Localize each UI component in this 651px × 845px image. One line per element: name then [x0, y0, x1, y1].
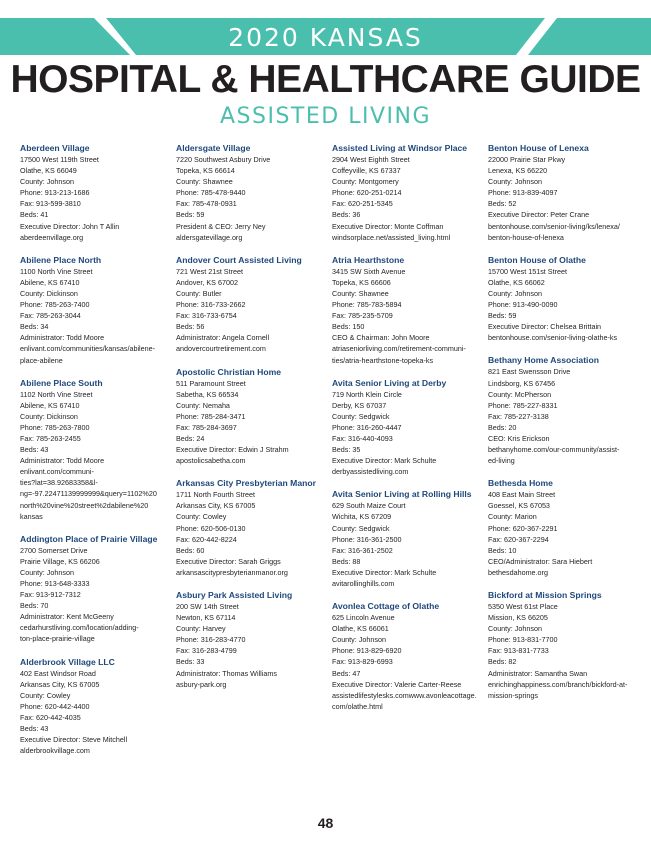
facility-detail: Fax: 913-831-7733	[488, 646, 549, 656]
facility-name: Atria Hearthstone	[332, 254, 405, 265]
facility-detail: Fax: 620-442-4035	[20, 712, 81, 722]
facility-detail: Olathe, KS 66062	[488, 277, 545, 287]
facility-entry	[176, 477, 326, 578]
facility-detail: Phone: 316-283-4770	[176, 635, 246, 645]
facility-detail: CEO & Chairman: John Moore	[332, 333, 430, 343]
facility-name: Addington Place of Prairie Village	[20, 533, 158, 544]
facility-detail: County: Johnson	[20, 567, 74, 577]
facility-detail: County: Sedgwick	[332, 411, 390, 421]
facility-detail: Derby, KS 67037	[332, 400, 387, 410]
facility-name: Bethany Home Association	[488, 355, 599, 366]
facility-name: Asbury Park Assisted Living	[176, 590, 293, 600]
facility-detail: 821 East Swensson Drive	[488, 367, 571, 377]
facility-detail: Administrator: Todd Moore	[20, 456, 105, 466]
facility-detail: 200 SW 14th Street	[176, 602, 239, 611]
facility-detail: Administrator: Thomas Williams	[176, 668, 277, 678]
facility-entry	[20, 142, 170, 243]
facility-name: Andover Court Assisted Living	[176, 254, 302, 265]
facility-name: Bethesda Home	[488, 478, 553, 489]
facility-detail: Beds: 56	[176, 322, 205, 332]
listing-column-4	[488, 142, 638, 712]
facility-detail: arkansascitypresbyterianmanor.org	[176, 567, 288, 577]
facility-detail: Fax: 785-263-2455	[20, 433, 81, 443]
facility-detail: 3415 SW Sixth Avenue	[332, 266, 406, 276]
facility-detail: Beds: 59	[488, 311, 517, 321]
facility-entry	[488, 142, 638, 243]
facility-entry	[332, 377, 482, 478]
facility-detail: Beds: 36	[332, 210, 361, 220]
facility-detail: Phone: 620-442-4400	[20, 701, 90, 711]
facility-detail: Andover, KS 67002	[176, 277, 238, 287]
facility-detail: Fax: 785-284-3697	[176, 422, 237, 432]
facility-detail: ton-place-prairie-village	[20, 634, 95, 644]
year-title: 2020 KANSAS	[228, 23, 423, 52]
facility-detail: Phone: 316-733-2662	[176, 300, 246, 310]
facility-detail: enlivant.com/communi-	[20, 467, 94, 477]
facility-detail: County: Dickinson	[20, 411, 78, 421]
facility-detail: Phone: 785-284-3471	[176, 411, 246, 421]
facility-entry	[20, 254, 170, 366]
facility-detail: Arkansas City, KS 67005	[176, 501, 256, 511]
facility-detail: Beds: 43	[20, 445, 49, 455]
facility-detail: Phone: 785-263-7400	[20, 300, 90, 310]
facility-detail: Administrator: Samantha Swan	[488, 668, 588, 678]
facility-detail: Beds: 34	[20, 322, 49, 332]
facility-detail: Topeka, KS 66614	[176, 166, 235, 176]
facility-detail: Executive Director: Monte Coffman	[332, 221, 444, 231]
facility-detail: aberdeenvillage.org	[20, 232, 84, 242]
facility-detail: benton-house-of-lenexa	[488, 232, 564, 242]
facility-detail: Phone: 785-783-5894	[332, 300, 402, 310]
facility-detail: Phone: 785-263-7800	[20, 422, 90, 432]
facility-detail: Phone: 785-478-9440	[176, 188, 246, 198]
facility-detail: Beds: 43	[20, 724, 49, 734]
facility-name: Arkansas City Presbyterian Manor	[176, 478, 316, 489]
facility-detail: Executive Director: Chelsea Brittain	[488, 322, 602, 332]
facility-entry	[332, 254, 482, 366]
facility-detail: 7220 Southwest Asbury Drive	[176, 155, 271, 164]
facility-detail: Abilene, KS 67410	[20, 400, 80, 410]
facility-detail: Lindsborg, KS 67456	[488, 378, 556, 388]
facility-name: Benton House of Olathe	[488, 254, 586, 265]
facility-name: Benton House of Lenexa	[488, 143, 589, 153]
facility-detail: derbyassistedliving.com	[332, 467, 409, 477]
facility-detail: atriaseniorliving.com/retirement-communi-	[332, 344, 466, 354]
facility-detail: Fax: 785-478-0931	[176, 199, 237, 209]
facility-detail: bethanyhome.com/our-community/assist-	[488, 445, 620, 455]
facility-name: Aberdeen Village	[20, 143, 90, 153]
facility-detail: County: Johnson	[488, 288, 542, 298]
facility-detail: Wichita, KS 67209	[332, 512, 392, 522]
facility-detail: County: McPherson	[488, 389, 552, 399]
facility-entry	[20, 533, 170, 645]
facility-detail: Mission, KS 66205	[488, 613, 548, 623]
facility-entry	[488, 254, 638, 344]
facility-detail: Fax: 785-227-3138	[488, 411, 549, 421]
facility-detail: Abilene, KS 67410	[20, 277, 80, 287]
facility-detail: bentonhouse.com/senior-living/ks/lenexa/	[488, 221, 620, 231]
facility-detail: County: Johnson	[332, 635, 386, 645]
facility-detail: 5350 West 61st Place	[488, 602, 558, 611]
facility-detail: County: Johnson	[488, 177, 542, 187]
facility-detail: ed-living	[488, 456, 515, 466]
facility-detail: County: Harvey	[176, 624, 226, 634]
facility-name: Alderbrook Village LLC	[20, 656, 115, 667]
facility-detail: north%20vine%20street%2dabilene%20	[20, 500, 149, 510]
facility-detail: Beds: 33	[176, 657, 205, 667]
facility-detail: Beds: 70	[20, 601, 49, 611]
facility-detail: County: Johnson	[20, 177, 74, 187]
facility-detail: 511 Paramount Street	[176, 378, 246, 388]
facility-detail: Lenexa, KS 66220	[488, 166, 548, 176]
facility-entry	[176, 254, 326, 355]
facility-detail: CEO/Administrator: Sara Hiebert	[488, 556, 593, 566]
facility-detail: Fax: 913-599-3810	[20, 199, 81, 209]
facility-detail: Fax: 316-440-4093	[332, 433, 393, 443]
facility-detail: Phone: 913-839-4097	[488, 188, 558, 198]
facility-detail: 625 Lincoln Avenue	[332, 613, 395, 623]
facility-name: Abilene Place South	[20, 377, 103, 388]
facility-detail: 22000 Prairie Star Pkwy	[488, 155, 566, 164]
facility-detail: Beds: 41	[20, 210, 49, 220]
facility-detail: ties?lat=38.92683358&l-	[20, 478, 98, 488]
facility-detail: County: Shawnee	[176, 177, 233, 187]
facility-detail: 1102 North Vine Street	[20, 389, 93, 399]
facility-detail: Topeka, KS 66606	[332, 277, 391, 287]
facility-detail: 408 East Main Street	[488, 490, 556, 500]
facility-detail: Beds: 35	[332, 445, 361, 455]
facility-entry	[176, 142, 326, 243]
facility-detail: bethesdahome.org	[488, 567, 548, 577]
facility-name: Assisted Living at Windsor Place	[332, 143, 468, 153]
facility-detail: Fax: 913-829-6993	[332, 657, 393, 667]
listing-column-3	[332, 142, 482, 723]
facility-detail: County: Marion	[488, 512, 537, 522]
facility-entry	[332, 600, 482, 712]
facility-detail: Beds: 10	[488, 545, 517, 555]
facility-detail: Executive Director: John T Allin	[20, 221, 120, 231]
facility-detail: County: Butler	[176, 288, 222, 298]
facility-name: Apostolic Christian Home	[176, 366, 282, 377]
facility-detail: asbury-park.org	[176, 679, 227, 689]
facility-detail: Newton, KS 67114	[176, 613, 236, 623]
facility-detail: Fax: 620-251-5345	[332, 199, 393, 209]
facility-detail: Phone: 620-251-0214	[332, 188, 402, 198]
facility-detail: County: Nemaha	[176, 400, 230, 410]
facility-detail: County: Shawnee	[332, 288, 389, 298]
facility-detail: County: Sedgwick	[332, 523, 390, 533]
facility-detail: Fax: 785-235-5709	[332, 311, 393, 321]
facility-detail: Administrator: Angela Cornell	[176, 333, 270, 343]
facility-detail: Fax: 620-442-8224	[176, 534, 237, 544]
facility-detail: ng=-97.22471139999999&query=1102%20	[20, 489, 157, 499]
facility-entry	[488, 477, 638, 578]
facility-detail: alderbrookvillage.com	[20, 746, 90, 756]
facility-detail: Fax: 785-263-3044	[20, 311, 81, 321]
facility-detail: Beds: 88	[332, 556, 361, 566]
facility-detail: Executive Director: Mark Schulte	[332, 567, 437, 577]
facility-detail: Phone: 785-227-8331	[488, 400, 558, 410]
facility-detail: CEO: Kris Erickson	[488, 433, 550, 443]
facility-detail: Phone: 316-260-4447	[332, 422, 402, 432]
facility-detail: aldersgatevillage.org	[176, 232, 243, 242]
facility-detail: Executive Director: Peter Crane	[488, 210, 590, 220]
section-title: ASSISTED LIVING	[220, 104, 431, 129]
facility-detail: Arkansas City, KS 67005	[20, 679, 100, 689]
facility-detail: 2904 West Eighth Street	[332, 155, 410, 164]
facility-detail: 1711 North Fourth Street	[176, 490, 255, 500]
facility-detail: enlivant.com/communities/kansas/abilene-	[20, 344, 156, 354]
listing-column-1	[20, 142, 170, 767]
facility-detail: Executive Director: Edwin J Strahm	[176, 445, 289, 455]
facility-detail: Fax: 316-283-4799	[176, 646, 237, 656]
facility-detail: Beds: 59	[176, 210, 205, 220]
facility-entry	[488, 354, 638, 466]
facility-detail: County: Cowley	[20, 690, 71, 700]
facility-detail: Phone: 620-506-0130	[176, 523, 246, 533]
facility-detail: Fax: 316-733-6754	[176, 311, 237, 321]
facility-detail: Beds: 150	[332, 322, 365, 332]
facility-detail: 721 West 21st Street	[176, 266, 243, 276]
facility-detail: ties/atria-hearthstone-topeka-ks	[332, 355, 434, 365]
facility-detail: 402 East Windsor Road	[20, 668, 96, 678]
facility-detail: Coffeyville, KS 67337	[332, 166, 401, 176]
facility-detail: Phone: 913-648-3333	[20, 579, 90, 588]
facility-entry	[176, 589, 326, 690]
facility-name: Abilene Place North	[20, 254, 102, 265]
facility-detail: Executive Director: Valerie Carter-Reese	[332, 679, 462, 689]
facility-entry	[20, 656, 170, 757]
facility-detail: Fax: 913-912-7312	[20, 590, 81, 600]
facility-detail: Administrator: Todd Moore	[20, 333, 105, 343]
facility-name: Avonlea Cottage of Olathe	[332, 601, 440, 612]
facility-detail: 2700 Somerset Drive	[20, 545, 88, 555]
facility-name: Aldersgate Village	[176, 143, 251, 153]
facility-detail: Goessel, KS 67053	[488, 501, 550, 511]
facility-entry	[176, 366, 326, 467]
facility-entry	[332, 488, 482, 589]
facility-detail: place-abilene	[20, 355, 63, 365]
facility-detail: Fax: 620-367-2294	[488, 534, 549, 544]
facility-detail: windsorplace.net/assisted_living.html	[332, 232, 451, 242]
facility-name: Avita Senior Living at Derby	[332, 377, 447, 388]
facility-detail: Phone: 913-213-1686	[20, 188, 90, 198]
page-number: 48	[317, 815, 334, 831]
listing-column-2	[176, 142, 326, 701]
page-title: HOSPITAL & HEALTHCARE GUIDE	[10, 58, 641, 101]
facility-detail: Fax: 316-361-2502	[332, 545, 393, 555]
facility-detail: apostolicsabetha.com	[176, 456, 246, 466]
facility-detail: 629 South Maize Court	[332, 501, 406, 511]
facility-detail: Sabetha, KS 66534	[176, 389, 239, 399]
facility-detail: Olathe, KS 66049	[20, 166, 77, 176]
facility-detail: Phone: 913-831-7700	[488, 635, 558, 645]
facility-detail: Executive Director: Sarah Griggs	[176, 556, 281, 566]
facility-detail: Beds: 52	[488, 199, 517, 209]
facility-detail: Phone: 913-829-6920	[332, 646, 402, 656]
facility-detail: assistedlifestylesks.comwww.avonleacottage.	[332, 690, 477, 700]
facility-detail: 1100 North Vine Street	[20, 266, 93, 276]
facility-entry	[20, 377, 170, 522]
facility-detail: 17500 West 119th Street	[20, 155, 99, 164]
facility-entry	[332, 142, 482, 243]
facility-detail: County: Montgomery	[332, 177, 399, 187]
facility-detail: Administrator: Kent McGeeny	[20, 612, 114, 622]
facility-detail: bentonhouse.com/senior-living-olathe-ks	[488, 333, 618, 343]
facility-detail: Beds: 24	[176, 433, 205, 443]
facility-detail: Phone: 620-367-2291	[488, 523, 558, 533]
facility-detail: cedarhurstliving.com/location/adding-	[20, 623, 139, 633]
facility-detail: Beds: 60	[176, 545, 205, 555]
facility-detail: Phone: 913-490-0090	[488, 300, 558, 310]
facility-detail: County: Johnson	[488, 624, 542, 634]
facility-detail: County: Cowley	[176, 512, 227, 522]
facility-detail: 719 North Klein Circle	[332, 389, 402, 399]
facility-name: Avita Senior Living at Rolling Hills	[332, 489, 472, 500]
facility-detail: County: Dickinson	[20, 288, 78, 298]
facility-detail: President & CEO: Jerry Ney	[176, 221, 266, 231]
facility-detail: Beds: 47	[332, 668, 361, 678]
facility-detail: kansas	[20, 511, 43, 521]
facility-detail: Beds: 82	[488, 657, 517, 667]
facility-detail: andovercourtretirement.com	[176, 344, 266, 354]
facility-detail: Beds: 20	[488, 422, 517, 432]
facility-detail: enrichinghappiness.com/branch/bickford-at-	[488, 679, 628, 689]
facility-detail: Executive Director: Mark Schulte	[332, 456, 437, 466]
facility-entry	[488, 589, 638, 701]
facility-detail: Phone: 316-361-2500	[332, 534, 402, 544]
facility-name: Bickford at Mission Springs	[488, 590, 602, 600]
facility-detail: 15700 West 151st Street	[488, 266, 567, 276]
facility-detail: mission-springs	[488, 690, 538, 700]
facility-detail: com/olathe.html	[332, 701, 383, 711]
facility-detail: Olathe, KS 66061	[332, 624, 389, 634]
facility-detail: Prairie Village, KS 66206	[20, 556, 100, 566]
facility-detail: avitarollinghills.com	[332, 579, 395, 588]
facility-detail: Executive Director: Steve Mitchell	[20, 735, 128, 745]
